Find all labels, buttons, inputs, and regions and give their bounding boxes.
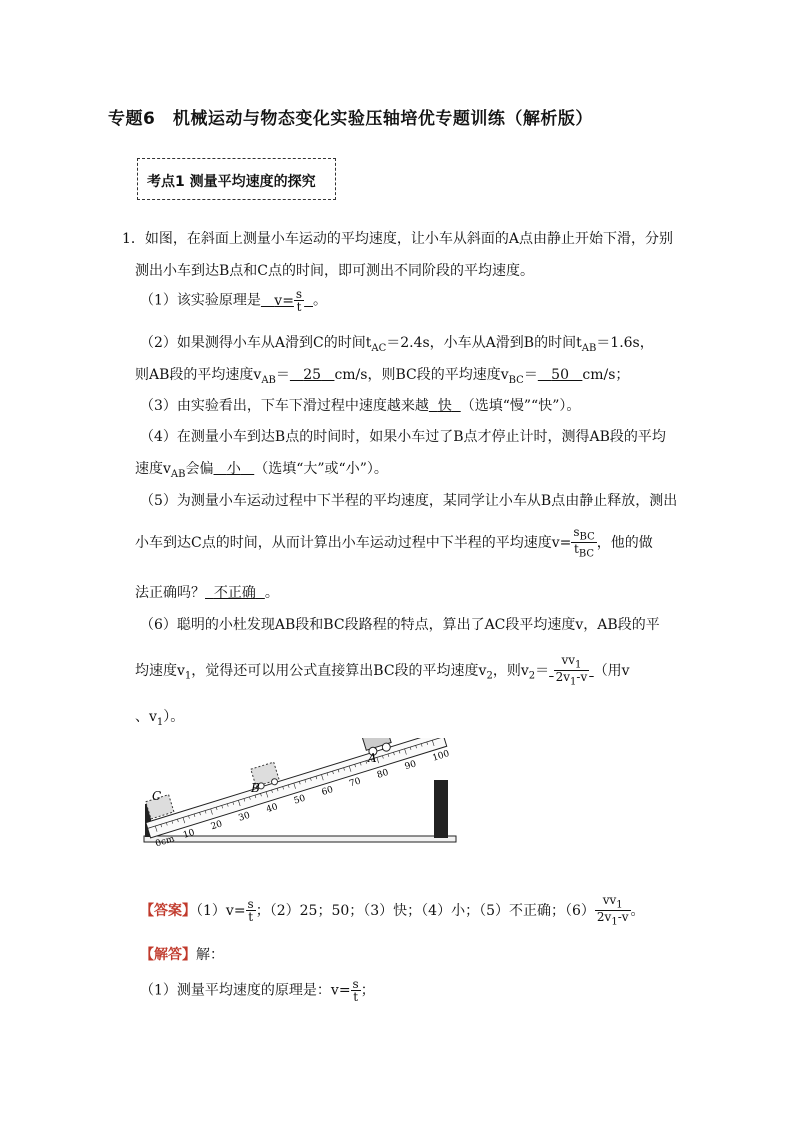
q1-part6-line1: （6）聪明的小杜发现AB段和BC段路程的特点，算出了AC段平均速度v，AB段的平 bbox=[140, 617, 660, 633]
q1-part1: （1）该实验原理是 v= $\frac{s}{t}$ 。 bbox=[140, 287, 327, 314]
solution-label: 【解答】 bbox=[140, 947, 196, 963]
q1-part3: （3）由实验看出，下车下滑过程中速度越来越 快 （选填“慢”“快”）。 bbox=[140, 398, 581, 414]
q1-part5-line3: 法正确吗？ 不正确 。 bbox=[135, 585, 279, 601]
incline-board bbox=[146, 738, 447, 838]
answer-label: 【答案】 bbox=[140, 902, 196, 919]
ruler-label: 50 bbox=[292, 793, 307, 807]
ruler-label: 70 bbox=[348, 776, 363, 790]
solution-line1: （1）测量平均速度的原理是：v= $\frac{s}{t}$ ； bbox=[140, 977, 375, 1004]
q1-part5-line2: 小车到达C点的时间，从而计算出小车运动过程中下半程的平均速度v= $\frac{s_{BC}}{t_{BC}}$ ，他的做 bbox=[135, 525, 653, 560]
q1-part5-line1: （5）为测量小车运动过程中下半程的平均速度，某同学让小车从B点由静止释放，测出 bbox=[140, 493, 678, 509]
answer-blank-4: 小 bbox=[226, 461, 241, 477]
incline-figure bbox=[138, 738, 468, 868]
q1-part2-line2: 则AB段的平均速度$v_{AB}=$ 25 cm/s，则BC段的平均速度$v_{BC}=$ 50 cm/s； bbox=[135, 367, 630, 386]
page-title: 专题6 机械运动与物态变化实验压轴培优专题训练（解析版） bbox=[108, 109, 593, 129]
label-c: C bbox=[152, 789, 162, 803]
label-b: B bbox=[251, 781, 260, 795]
ruler-label: 0cm bbox=[154, 834, 176, 850]
q1-intro-line2: 测出小车到达B点和C点的时间，即可测出不同阶段的平均速度。 bbox=[135, 263, 534, 279]
ruler-label: 10 bbox=[182, 827, 196, 841]
q1-intro-line1: 1．如图，在斜面上测量小车运动的平均速度，让小车从斜面的A点由静止开始下滑，分别 bbox=[122, 231, 674, 247]
q1-part2-line1: （2）如果测得小车从A滑到C的时间$t_{AC}=2.4s$，小车从A滑到B的时间$t_{AB}=1.6s$， bbox=[140, 335, 654, 354]
ruler-label: 90 bbox=[403, 759, 418, 773]
label-a: A bbox=[368, 751, 377, 765]
solution-header: 【解答】解： bbox=[140, 947, 224, 963]
topic-label: 考点1 测量平均速度的探究 bbox=[147, 174, 316, 190]
ruler-label: 100 bbox=[431, 749, 451, 764]
ruler-label: 60 bbox=[320, 785, 335, 798]
q1-part4-line1: （4）在测量小车到达B点的时间时，如果小车过了B点才停止计时，测得AB段的平均 bbox=[140, 429, 666, 445]
answer-line: 【答案】（1）v= $\frac{s}{t}$ ；（2）25；50；（3）快；（4）小；（5）不正确；（6） $\frac{vv_1}{2v_1-v}$ 。 bbox=[140, 893, 645, 928]
ruler-label: 30 bbox=[237, 810, 252, 824]
ruler-label: 40 bbox=[265, 802, 280, 816]
ruler-label: 20 bbox=[209, 819, 224, 833]
answer-blank-3: 快 bbox=[437, 398, 452, 414]
q1-part6-line3: 、$v_1$）。 bbox=[135, 709, 185, 728]
q1-part6-line2: 均速度$v_1$，觉得还可以用公式直接算出BC段的平均速度$v_2$，则$v_2=$ $\frac{vv_1}{2v_1-v}$ （用v bbox=[135, 653, 630, 688]
fraction-sbc-over-tbc: $\frac{s_{BC}}{t_{BC}}$ bbox=[573, 525, 595, 560]
answer-fraction: $\frac{vv_1}{2v_1-v}$ bbox=[596, 893, 629, 928]
fraction-s-over-t: $\frac{s}{t}$ bbox=[295, 287, 303, 314]
answer-blank-2a: 25 bbox=[303, 367, 322, 383]
answer-blank-1: v= $\frac{s}{t}$ bbox=[274, 287, 303, 314]
q1-part4-line2: 速度$v_{AB}$会偏 小 （选填“大”或“小”）。 bbox=[135, 461, 388, 480]
fraction-v2-formula: $\frac{vv_1}{2v_1-v}$ bbox=[555, 653, 588, 688]
answer-blank-2b: 50 bbox=[551, 367, 569, 383]
answer-blank-6 bbox=[549, 653, 594, 688]
support-block bbox=[434, 780, 448, 838]
answer-blank-5: 不正确 bbox=[213, 585, 256, 601]
ruler-label: 80 bbox=[375, 767, 390, 781]
ruler-labels bbox=[154, 749, 451, 849]
